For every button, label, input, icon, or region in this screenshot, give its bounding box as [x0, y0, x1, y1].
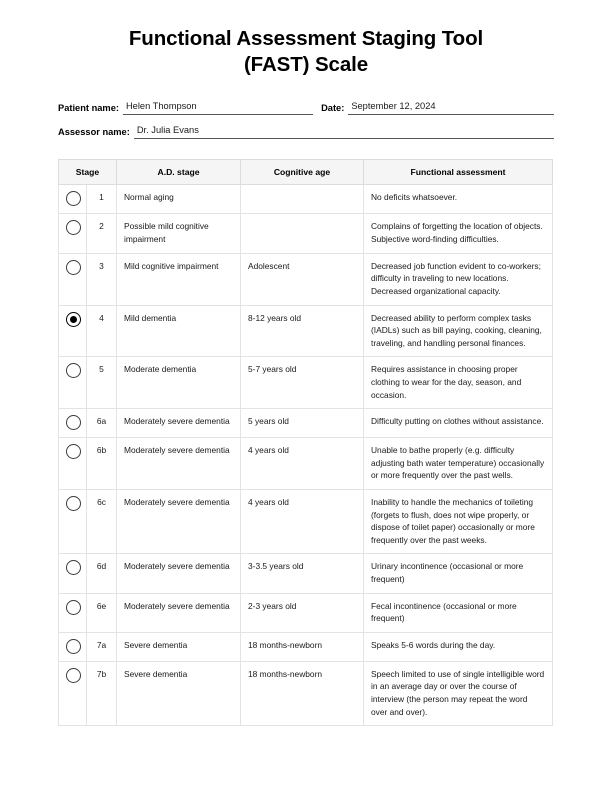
table-row	[59, 554, 553, 593]
stage-number: 6c	[87, 490, 117, 554]
table-row	[59, 253, 553, 305]
radio-button-icon[interactable]	[66, 444, 81, 459]
radio-button-icon[interactable]	[66, 363, 81, 378]
table-row	[59, 409, 553, 438]
stage-select-cell[interactable]	[59, 214, 87, 253]
stage-select-cell[interactable]	[59, 593, 87, 632]
stage-number: 6b	[87, 438, 117, 490]
patient-name-input[interactable]: Helen Thompson	[123, 100, 313, 115]
stage-select-cell[interactable]	[59, 409, 87, 438]
assessor-name-row	[58, 124, 554, 139]
stage-number: 6a	[87, 409, 117, 438]
column-header-stage: Stage	[59, 160, 117, 185]
cognitive-age-cell: 8-12 years old	[241, 305, 364, 357]
stage-number: 5	[87, 357, 117, 409]
ad-stage-cell: Normal aging	[117, 185, 241, 214]
ad-stage-cell: Moderately severe dementia	[117, 593, 241, 632]
radio-button-icon[interactable]	[66, 639, 81, 654]
table-row	[59, 438, 553, 490]
stage-select-cell[interactable]	[59, 490, 87, 554]
cognitive-age-cell	[241, 185, 364, 214]
functional-assessment-cell: Difficulty putting on clothes without assistance.	[364, 409, 553, 438]
cognitive-age-cell: 4 years old	[241, 490, 364, 554]
stage-select-cell[interactable]	[59, 253, 87, 305]
table-row	[59, 593, 553, 632]
stage-select-cell[interactable]	[59, 185, 87, 214]
ad-stage-cell: Moderately severe dementia	[117, 554, 241, 593]
functional-assessment-cell: Speaks 5-6 words during the day.	[364, 632, 553, 661]
stage-number: 4	[87, 305, 117, 357]
functional-assessment-cell: Decreased ability to perform complex tasks (IADLs) such as bill paying, cooking, cleaning, traveling, and handling personal finances.	[364, 305, 553, 357]
stage-number: 6e	[87, 593, 117, 632]
radio-button-icon[interactable]	[66, 560, 81, 575]
stage-number: 7b	[87, 661, 117, 725]
stage-select-cell[interactable]	[59, 305, 87, 357]
cognitive-age-cell: Adolescent	[241, 253, 364, 305]
cognitive-age-cell: 2-3 years old	[241, 593, 364, 632]
table-row	[59, 214, 553, 253]
patient-info-form	[58, 100, 554, 139]
ad-stage-cell: Severe dementia	[117, 632, 241, 661]
cognitive-age-cell: 3-3.5 years old	[241, 554, 364, 593]
radio-button-icon[interactable]	[66, 600, 81, 615]
cognitive-age-cell: 5 years old	[241, 409, 364, 438]
stage-number: 6d	[87, 554, 117, 593]
functional-assessment-cell: Complains of forgetting the location of objects. Subjective word-finding difficulties.	[364, 214, 553, 253]
stage-select-cell[interactable]	[59, 632, 87, 661]
ad-stage-cell: Moderate dementia	[117, 357, 241, 409]
table-row	[59, 632, 553, 661]
ad-stage-cell: Moderately severe dementia	[117, 490, 241, 554]
page-title	[58, 0, 554, 78]
ad-stage-cell: Severe dementia	[117, 661, 241, 725]
table-header	[59, 160, 553, 185]
cognitive-age-cell: 18 months-newborn	[241, 632, 364, 661]
table-row	[59, 357, 553, 409]
patient-name-label: Patient name:	[58, 103, 119, 114]
date-input[interactable]: September 12, 2024	[348, 100, 554, 115]
date-label: Date:	[321, 103, 345, 114]
functional-assessment-cell: Fecal incontinence (occasional or more frequent)	[364, 593, 553, 632]
stage-number: 2	[87, 214, 117, 253]
radio-button-selected-icon[interactable]	[66, 312, 81, 327]
stage-number: 7a	[87, 632, 117, 661]
stage-select-cell[interactable]	[59, 357, 87, 409]
ad-stage-cell: Possible mild cognitive impairment	[117, 214, 241, 253]
assessor-name-label: Assessor name:	[58, 127, 130, 138]
functional-assessment-cell: Inability to handle the mechanics of toileting (forgets to flush, does not wipe properly, or dispose of toilet paper) occasionally or more frequently over the past weeks.	[364, 490, 553, 554]
table-row	[59, 185, 553, 214]
title-line-1: Functional Assessment Staging Tool	[128, 27, 484, 50]
cognitive-age-cell: 18 months-newborn	[241, 661, 364, 725]
radio-button-icon[interactable]	[66, 496, 81, 511]
ad-stage-cell: Mild cognitive impairment	[117, 253, 241, 305]
column-header-functional-assessment: Functional assessment	[364, 160, 553, 185]
radio-button-icon[interactable]	[66, 191, 81, 206]
radio-button-icon[interactable]	[66, 415, 81, 430]
assessor-name-input[interactable]: Dr. Julia Evans	[134, 124, 554, 139]
ad-stage-cell: Moderately severe dementia	[117, 438, 241, 490]
column-header-ad-stage: A.D. stage	[117, 160, 241, 185]
functional-assessment-cell: Urinary incontinence (occasional or more frequent)	[364, 554, 553, 593]
column-header-cognitive-age: Cognitive age	[241, 160, 364, 185]
functional-assessment-cell: Requires assistance in choosing proper clothing to wear for the day, season, and occasion.	[364, 357, 553, 409]
radio-button-icon[interactable]	[66, 220, 81, 235]
cognitive-age-cell: 5-7 years old	[241, 357, 364, 409]
patient-name-row	[58, 100, 554, 115]
fast-scale-table	[58, 159, 553, 726]
radio-button-icon[interactable]	[66, 668, 81, 683]
table-body	[59, 185, 553, 726]
ad-stage-cell: Mild dementia	[117, 305, 241, 357]
ad-stage-cell: Moderately severe dementia	[117, 409, 241, 438]
cognitive-age-cell	[241, 214, 364, 253]
table-row	[59, 305, 553, 357]
functional-assessment-cell: Unable to bathe properly (e.g. difficulty adjusting bath water temperature) occasionally or more frequently over the past wells.	[364, 438, 553, 490]
cognitive-age-cell: 4 years old	[241, 438, 364, 490]
table-row	[59, 490, 553, 554]
functional-assessment-cell: Speech limited to use of single intelligible word in an average day or over the course of interview (the person may repeat the word over and over).	[364, 661, 553, 725]
stage-select-cell[interactable]	[59, 438, 87, 490]
functional-assessment-cell: Decreased job function evident to co-workers; difficulty in traveling to new locations. Decreased organizational capacity.	[364, 253, 553, 305]
table-header-row	[59, 160, 553, 185]
functional-assessment-cell: No deficits whatsoever.	[364, 185, 553, 214]
title-line-2: (FAST) Scale	[243, 53, 369, 77]
table-row	[59, 661, 553, 725]
stage-number: 1	[87, 185, 117, 214]
stage-number: 3	[87, 253, 117, 305]
stage-select-cell[interactable]	[59, 661, 87, 725]
radio-button-icon[interactable]	[66, 260, 81, 275]
stage-select-cell[interactable]	[59, 554, 87, 593]
